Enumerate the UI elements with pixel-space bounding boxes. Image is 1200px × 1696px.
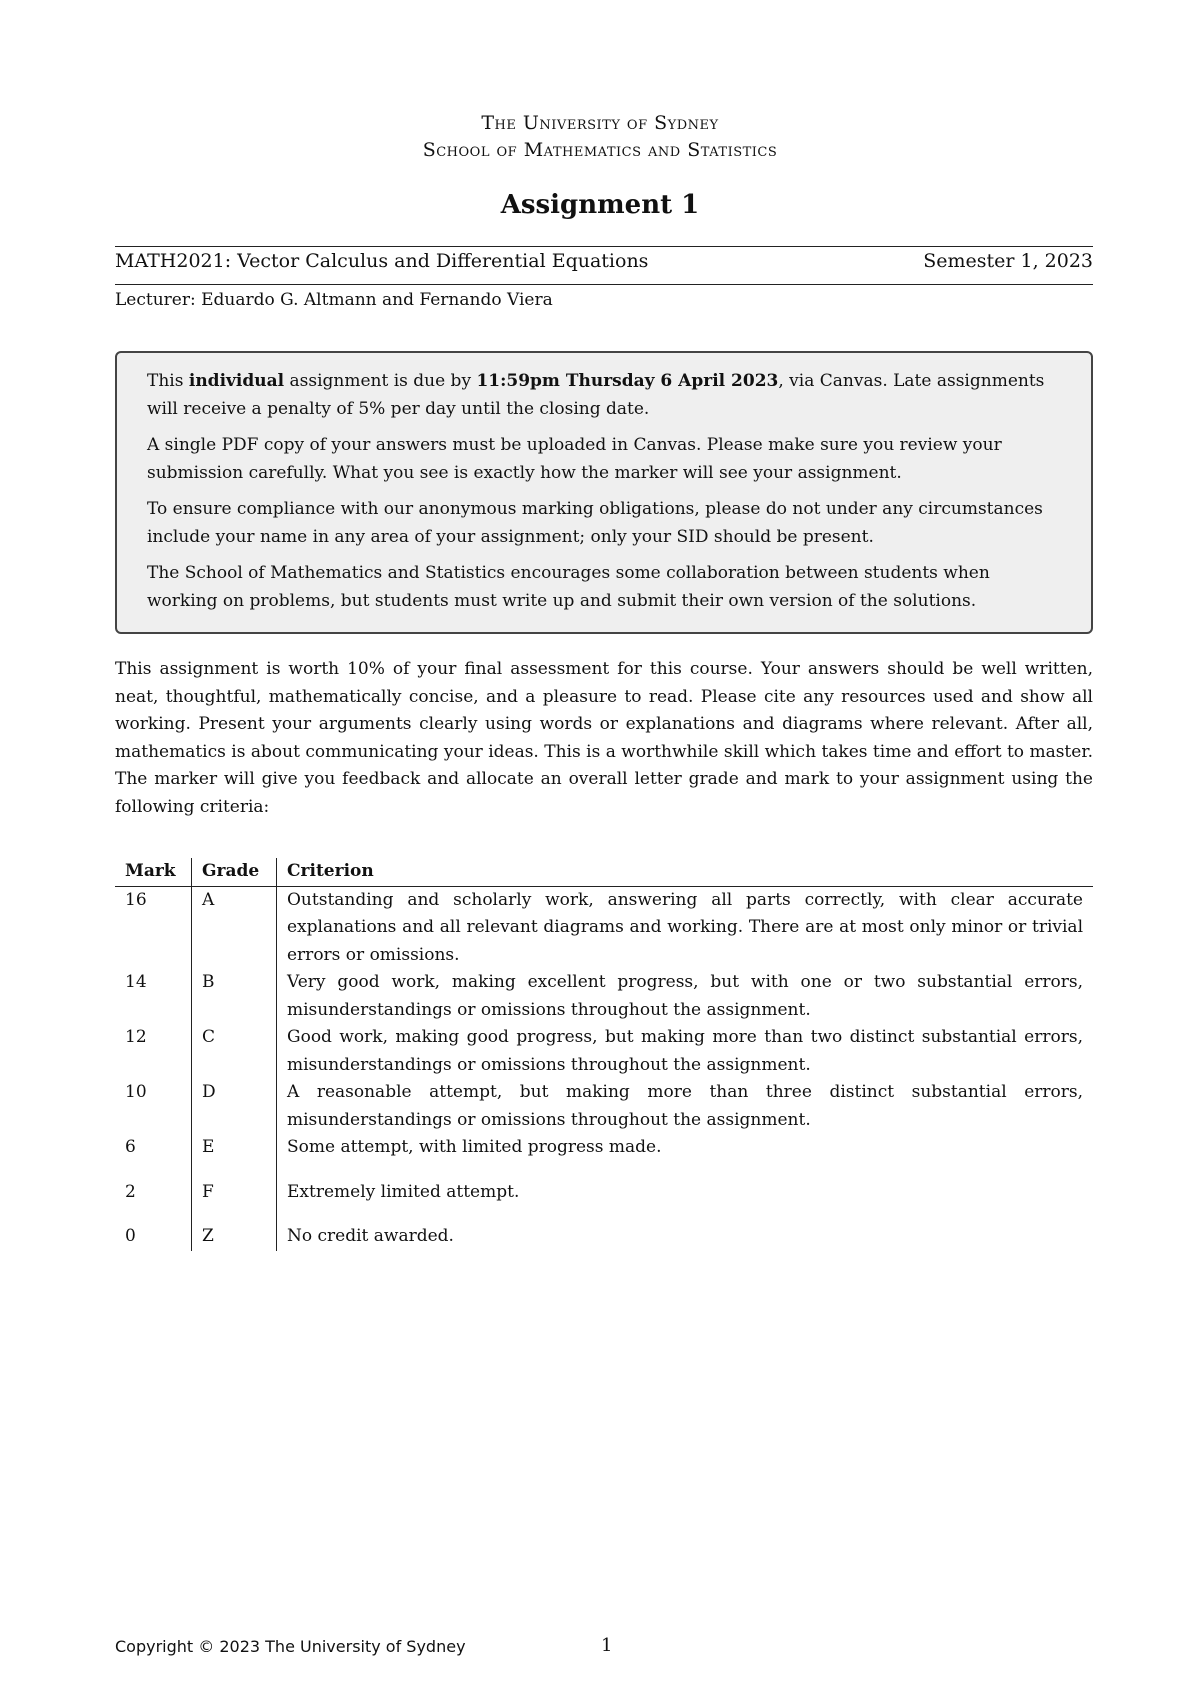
semester: Semester 1, 2023 [923, 250, 1093, 272]
grade-cell: C [192, 1024, 277, 1079]
table-row [115, 1223, 1093, 1251]
grade-cell: A [192, 886, 277, 969]
header-mark: Mark [115, 858, 192, 886]
table-row [115, 1134, 1093, 1179]
criterion-cell: Some attempt, with limited progress made. [287, 1137, 662, 1157]
intro-paragraph: This assignment is worth 10% of your final assessment for this course. Your answers should be well written, neat, thoughtful, mathematically concise, and a pleasure to read. Please cite any resources used and show all working. Present your arguments clearly using words or explanations and diagrams where relevant. After all, mathematics is about communicating your ideas. This is a worthwhile skill which takes time and effort to master. The marker will give you feedback and allocate an overall letter grade and mark to your assignment using the following criteria: [115, 659, 1093, 817]
mark-cell: 0 [115, 1223, 192, 1251]
page-title: Assignment 1 [500, 190, 700, 220]
lecturer-line: Lecturer: Eduardo G. Altmann and Fernando Viera [115, 290, 553, 310]
mark-cell: 12 [115, 1024, 192, 1079]
table-row [115, 1024, 1093, 1079]
criteria-header-row [115, 858, 1093, 886]
mark-cell: 16 [115, 886, 192, 969]
criterion-cell: Extremely limited attempt. [287, 1181, 520, 1202]
table-row [115, 1179, 1093, 1224]
notice-text: , via Canvas. Late assignments will receive a penalty of 5% per day until the closing date. [147, 371, 1045, 419]
grade-cell: Z [192, 1223, 277, 1251]
top-rule [115, 246, 1093, 247]
copyright-notice: Copyright © 2023 The University of Sydney [115, 1637, 466, 1656]
grade-cell: F [192, 1179, 277, 1224]
notice-due-date: 11:59pm Thursday 6 April 2023 [476, 371, 779, 391]
mark-cell: 10 [115, 1079, 192, 1134]
header-criterion: Criterion [277, 858, 1094, 886]
notice-text: assignment is due by [284, 371, 477, 391]
bottom-rule [115, 284, 1093, 285]
notice-box [115, 351, 1093, 634]
criterion-cell: A reasonable attempt, but making more than three distinct substantial errors, misunderstandings or omissions throughout the assignment. [287, 1082, 1083, 1130]
grade-cell: B [192, 969, 277, 1024]
mark-cell: 6 [115, 1134, 192, 1179]
notice-due-paragraph [147, 367, 1061, 423]
notice-pdf-paragraph: A single PDF copy of your answers must be uploaded in Canvas. Please make sure you review your submission carefully. What you see is exactly how the marker will see your assignment. [147, 435, 1002, 483]
table-row [115, 969, 1093, 1024]
criteria-table [115, 858, 1093, 1251]
table-row [115, 886, 1093, 969]
criterion-cell: Very good work, making excellent progress, but with one or two substantial errors, misunderstandings or omissions throughout the assignment. [287, 972, 1083, 1020]
grade-cell: D [192, 1079, 277, 1134]
criterion-cell: No credit awarded. [287, 1226, 454, 1246]
notice-anonymity-paragraph: To ensure compliance with our anonymous marking obligations, please do not under any circumstances include your name in any area of your assignment; only your SID should be present. [147, 499, 1043, 547]
table-row [115, 1079, 1093, 1134]
page-number: 1 [601, 1635, 613, 1656]
notice-collaboration-paragraph: The School of Mathematics and Statistics encourages some collaboration between students when working on problems, but students must write up and submit their own version of the solutions. [147, 563, 990, 611]
university-name: The University of Sydney [481, 112, 719, 134]
notice-text: This [147, 371, 189, 391]
criterion-cell: Good work, making good progress, but making more than two distinct substantial errors, misunderstandings or omissions throughout the assignment. [287, 1027, 1083, 1075]
notice-emphasis-individual: individual [188, 371, 285, 391]
school-name: School of Mathematics and Statistics [422, 139, 778, 161]
course-name: MATH2021: Vector Calculus and Differential Equations [115, 250, 649, 272]
mark-cell: 14 [115, 969, 192, 1024]
grade-cell: E [192, 1134, 277, 1179]
course-line [115, 250, 1093, 272]
header-grade: Grade [192, 858, 277, 886]
criterion-cell: Outstanding and scholarly work, answering all parts correctly, with clear accurate explanations and all relevant diagrams and working. There are at most only minor or trivial errors or omissions. [287, 889, 1083, 965]
mark-cell: 2 [115, 1179, 192, 1224]
intro-section [115, 656, 1093, 821]
